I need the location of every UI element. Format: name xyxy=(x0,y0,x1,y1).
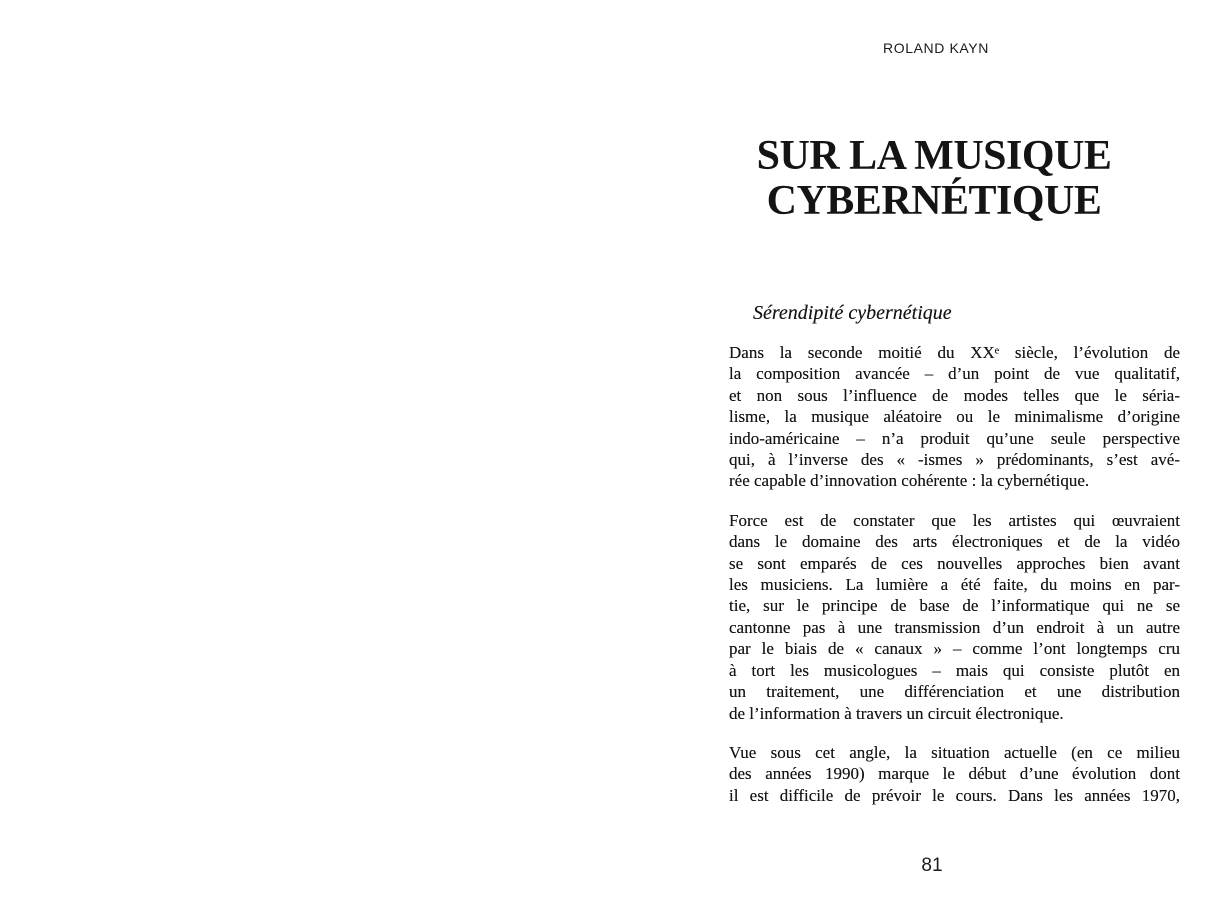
paragraph-line: se sont emparés de ces nouvelles approches bien avant xyxy=(729,553,1180,573)
body-text xyxy=(729,342,1180,806)
paragraph-line: la composition avancée – d’un point de vue qualitatif, xyxy=(729,364,1180,384)
paragraph-line: des années 1990) marque le début d’une évolution dont xyxy=(729,764,1180,784)
paragraph-line: à tort les musicologues – mais qui consiste plutôt en xyxy=(729,660,1180,680)
paragraph-line: et non sous l’influence de modes telles que le séria- xyxy=(729,385,1180,405)
paragraph-line: qui, à l’inverse des « -ismes » prédominants, s’est avé- xyxy=(729,450,1180,470)
paragraph xyxy=(729,742,1180,806)
running-header: ROLAND KAYN xyxy=(883,40,989,56)
paragraph-line: il est difficile de prévoir le cours. Dans les années 1970, xyxy=(729,785,1180,805)
paragraph-line: par le biais de « canaux » – comme l’ont longtemps cru xyxy=(729,639,1180,659)
paragraph-line: indo-américaine – n’a produit qu’une seule perspective xyxy=(729,428,1180,448)
paragraph xyxy=(729,510,1180,724)
paragraph-line: de l’information à travers un circuit électronique. xyxy=(729,703,1064,723)
paragraph-line: rée capable d’innovation cohérente : la cybernétique. xyxy=(729,471,1090,491)
right-page xyxy=(616,0,1232,912)
page-number: 81 xyxy=(921,855,943,876)
paragraph-line: Dans la seconde moitié du XXᵉ siècle, l’évolution de xyxy=(729,343,1180,362)
paragraph-line: un traitement, une différenciation et une distribution xyxy=(729,682,1180,702)
paragraph-line: Vue sous cet angle, la situation actuelle (en ce milieu xyxy=(729,742,1180,762)
paragraph-line: lisme, la musique aléatoire ou le minimalisme d’origine xyxy=(729,407,1180,427)
chapter-title xyxy=(634,134,1232,224)
paragraph-line: cantonne pas à une transmission d’un endroit à un autre xyxy=(729,617,1180,637)
paragraph xyxy=(729,342,1180,492)
section-heading: Sérendipité cybernétique xyxy=(753,302,952,324)
paragraph-line: les musiciens. La lumière a été faite, du moins en par- xyxy=(729,575,1180,595)
paragraph-line: tie, sur le principe de base de l’informatique qui ne se xyxy=(729,596,1180,616)
paragraph-line: dans le domaine des arts électroniques et de la vidéo xyxy=(729,532,1180,552)
chapter-title-line-1: SUR LA MUSIQUE xyxy=(756,133,1112,179)
paragraph-line: Force est de constater que les artistes qui œuvraient xyxy=(729,510,1180,530)
chapter-title-line-2: CYBERNÉTIQUE xyxy=(766,178,1102,224)
